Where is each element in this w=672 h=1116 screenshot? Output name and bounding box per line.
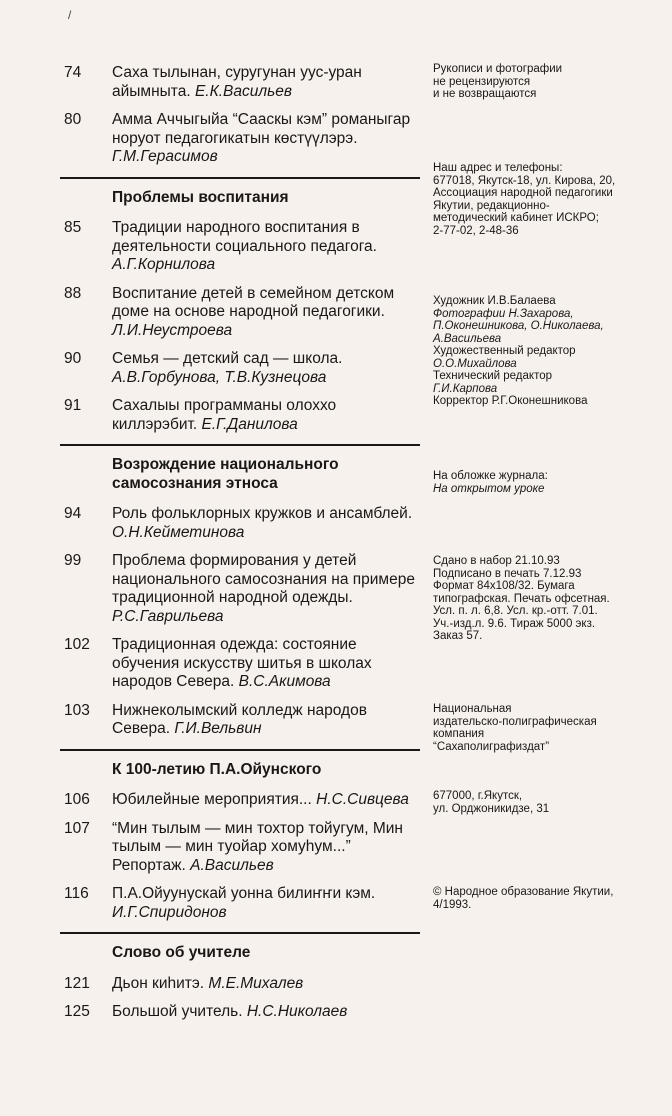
contents-entry — [60, 64, 420, 101]
page-number: 125 — [64, 1003, 90, 1020]
page-number: 107 — [64, 819, 90, 837]
entry-author: Е.К.Васильев — [194, 82, 292, 100]
imprint-line: 4/1993. — [433, 898, 472, 911]
imprint-line: компания — [433, 728, 485, 740]
entry-title: Дьон киһитэ. — [112, 974, 205, 992]
section-heading: Проблемы воспитания — [112, 188, 289, 206]
imprint-line: © Народное образование Якутии, — [433, 886, 614, 898]
entry-title: П.А.Ойуунускай уонна билиҥҥи кэм. — [112, 885, 376, 902]
imprint-block — [433, 886, 668, 911]
section-divider — [60, 749, 420, 751]
contents-entry — [60, 397, 420, 434]
contents-entry — [60, 820, 420, 876]
imprint-line: ул. Орджоникидзе, 31 — [433, 802, 550, 815]
entry-author: Н.С.Николаев — [246, 1003, 348, 1020]
imprint-line: Ассоциация народной педагогики — [433, 187, 613, 199]
entry-text — [112, 702, 420, 739]
imprint-line: Технический редактор — [433, 370, 552, 382]
imprint-line: не рецензируются — [433, 75, 531, 88]
page-number: 106 — [64, 791, 90, 808]
imprint-line: типографская. Печать офсетная. — [433, 592, 610, 605]
entry-text — [112, 350, 420, 387]
section-heading: К 100-летию П.А.Ойунского — [112, 760, 322, 778]
imprint-line: 2-77-02, 2-48-36 — [433, 224, 519, 237]
entry-author: А.Васильев — [190, 856, 274, 874]
entry-author: А.В.Горбунова, Т.В.Кузнецова — [112, 368, 327, 386]
page-number: 121 — [64, 974, 90, 992]
imprint-line: 677018, Якутск-18, ул. Кирова, 20, — [433, 174, 616, 187]
entry-text — [112, 285, 420, 341]
entry-title: Амма Аччыгыйа “Сааскы кэм” романыгар норуот педагогикатын көстүүлэрэ. — [112, 111, 411, 147]
contents-entry — [60, 1003, 420, 1022]
section-divider — [60, 932, 420, 934]
imprint-line: На обложке журнала: — [433, 470, 548, 482]
contents-entry — [60, 285, 420, 341]
imprint-line: Художественный редактор — [433, 345, 576, 357]
entry-author: Г.М.Герасимов — [112, 148, 218, 165]
entry-text — [112, 111, 420, 167]
entry-title: Нижнеколымский колледж народов Севера. — [112, 701, 367, 737]
entry-author: М.Е.Михалев — [208, 974, 304, 992]
contents-entry — [60, 636, 420, 692]
contents-entry — [60, 552, 420, 626]
contents-entry — [60, 219, 420, 275]
entry-text — [112, 820, 420, 876]
entry-title: Воспитание детей в семейном детском доме на основе народной педагогики. — [112, 284, 395, 320]
section-divider — [60, 177, 420, 179]
entry-author: Г.И.Вельвин — [174, 720, 262, 737]
imprint-block — [433, 703, 668, 753]
contents-entry — [60, 975, 420, 994]
entry-text — [112, 1003, 420, 1022]
imprint-line: Формат 84x108/32. Бумага — [433, 580, 575, 592]
entry-author: Л.И.Неустроева — [112, 321, 233, 339]
imprint-line: П.Оконешникова, О.Николаева, — [433, 320, 604, 332]
page-number: 88 — [64, 284, 82, 302]
entry-title: Саха тылынан, суругунан уус-уран айымныта. — [112, 64, 362, 100]
imprint-line: На открытом уроке — [433, 482, 545, 495]
imprint-line: издательско-полиграфическая — [433, 715, 597, 728]
entry-title: Сахалыы программаны олоххо киллэрэбит. — [112, 397, 337, 433]
entry-author: Н.С.Сивцева — [316, 791, 409, 808]
entry-text — [112, 64, 420, 101]
imprint-line: Наш адрес и телефоны: — [433, 162, 563, 174]
section-heading: Слово об учителе — [112, 944, 251, 961]
contents-entry — [60, 505, 420, 542]
contents-entry — [60, 791, 420, 810]
imprint-line: Сдано в набор 21.10.93 — [433, 555, 560, 567]
page-number: 90 — [64, 350, 82, 367]
contents-entry — [60, 111, 420, 167]
entry-title: Традиции народного воспитания в деятельности социального педагога. — [112, 219, 377, 255]
entry-text — [112, 552, 420, 626]
page-number: 102 — [64, 636, 90, 653]
entry-author: Р.С.Гаврильева — [112, 607, 224, 625]
imprint-line: методический кабинет ИСКРО; — [433, 212, 599, 224]
entry-text — [112, 885, 420, 922]
contents-entry — [60, 350, 420, 387]
contents-entry — [60, 702, 420, 739]
imprint-line: Корректор Р.Г.Оконешникова — [433, 395, 588, 407]
entry-text — [112, 791, 420, 810]
entry-title: Большой учитель. — [112, 1003, 243, 1020]
imprint-line: Г.И.Карпова — [433, 382, 498, 395]
entry-text — [112, 505, 420, 542]
entry-author: А.Г.Корнилова — [112, 256, 216, 273]
entry-author: Е.Г.Данилова — [201, 415, 298, 433]
imprint-line: Национальная — [433, 703, 512, 715]
imprint-block — [433, 555, 668, 643]
entry-title: Семья — детский сад — школа. — [112, 350, 343, 367]
entry-author: В.С.Акимова — [238, 673, 331, 690]
entry-author: О.Н.Кейметинова — [112, 523, 245, 541]
imprint-line: А.Васильева — [433, 332, 502, 345]
imprint-line: Художник И.В.Балаева — [433, 295, 556, 307]
imprint-line: Подписано в печать 7.12.93 — [433, 567, 582, 580]
imprint-line: 677000, г.Якутск, — [433, 790, 523, 802]
page-number: 116 — [64, 885, 89, 902]
entry-text — [112, 636, 420, 692]
imprint-block — [433, 295, 668, 408]
imprint-line: Якутии, редакционно- — [433, 199, 550, 212]
entry-title: Юбилейные мероприятия... — [112, 791, 312, 808]
page-number: 103 — [64, 701, 90, 719]
entry-author: И.Г.Спиридонов — [112, 903, 227, 921]
table-of-contents — [60, 64, 420, 1032]
imprint-line: Уч.-изд.л. 9.6. Тираж 5000 экз. — [433, 617, 596, 630]
page-number: 85 — [64, 219, 82, 236]
imprint-block — [433, 162, 668, 237]
page-number: 80 — [64, 111, 82, 128]
imprint-line: Заказ 57. — [433, 630, 483, 642]
page-number: 74 — [64, 64, 82, 81]
page-number: 91 — [64, 397, 82, 414]
imprint-line: и не возвращаются — [433, 88, 537, 100]
corner-mark: / — [68, 8, 72, 22]
imprint-line: “Сахаполиграфиздат” — [433, 740, 550, 753]
section-divider — [60, 444, 420, 446]
imprint-block — [433, 790, 668, 815]
imprint-line: Рукописи и фотографии — [433, 63, 563, 75]
entry-text — [112, 975, 420, 994]
page-number: 94 — [64, 505, 82, 522]
section-heading: Возрождение национального самосознания этноса — [112, 456, 339, 492]
page-number: 99 — [64, 552, 82, 569]
entry-title: Традиционная одежда: состояние обучения искусству шитья в школах народов Севера. — [112, 636, 372, 690]
contents-entry — [60, 885, 420, 922]
imprint-line: Фотографии Н.Захарова, — [433, 307, 574, 320]
entry-title: “Мин тылым — мин тохтор тойугум, Мин тылым — мин туойар хомуһум...” Репортаж. — [112, 819, 403, 874]
entry-text — [112, 397, 420, 434]
imprint-line: О.О.Михайлова — [433, 357, 517, 370]
imprint-block — [433, 63, 668, 101]
imprint-line: Усл. п. л. 6,8. Усл. кр.-отт. 7.01. — [433, 605, 598, 617]
entry-title: Проблема формирования у детей национального самосознания на примере традиционной народной одежды. — [112, 552, 415, 606]
imprint-block — [433, 470, 668, 495]
entry-text — [112, 219, 420, 275]
entry-title: Роль фольклорных кружков и ансамблей. — [112, 505, 413, 522]
